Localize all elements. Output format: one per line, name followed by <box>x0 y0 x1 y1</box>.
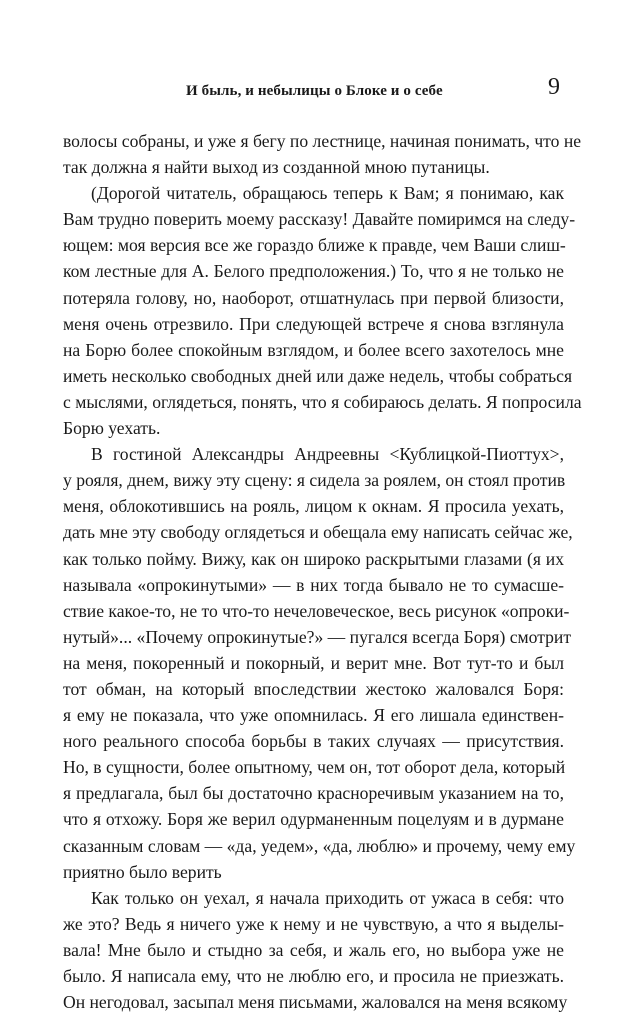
paragraph-3 <box>63 441 576 885</box>
text-line: В гостиной Александры Андреевны <Кублицкой-Пиоттух>, <box>91 444 564 465</box>
text-line: дать мне эту свободу оглядеться и обещала ему написать сейчас же, <box>63 522 573 543</box>
text-line: я ему не показала, что уже опомнилась. Я его лишала единствен- <box>63 705 564 726</box>
text-line: тот обман, на который впоследствии жестоко жаловался Боря: <box>63 678 564 699</box>
text-line: как только пойму. Вижу, как он широко раскрытыми глазами (я их <box>63 548 564 569</box>
text-line: же это? Ведь я ничего уже к нему и не чувствую, а что я выделы- <box>63 913 564 934</box>
paragraph-2 <box>63 180 582 441</box>
text-line: ющем: моя версия все же гораздо ближе к правде, чем Ваши слиш- <box>63 235 566 256</box>
text-line: Вам трудно поверить моему рассказу! Давайте помиримся на следу- <box>63 209 576 230</box>
text-line: вала! Мне было и стыдно за себя, и жаль его, но выбора уже не <box>63 939 564 960</box>
text-line: (Дорогой читатель, обращаюсь теперь к Вам; я понимаю, как <box>91 183 564 204</box>
text-line: иметь несколько свободных дней или даже недель, чтобы собраться <box>63 365 573 386</box>
text-line: меня очень отрезвило. При следующей встрече я снова взглянула <box>63 313 564 334</box>
body-text <box>63 128 582 1015</box>
text-line: Как только он уехал, я начала приходить от ужаса в себя: что <box>91 887 564 908</box>
text-line: на Борю более спокойным взглядом, и более всего захотелось мне <box>63 339 564 360</box>
text-line: называла «опрокинутыми» — в них тогда бывало не то сумасше- <box>63 574 564 595</box>
text-line: было. Я написала ему, что не люблю его, и просила не приезжать. <box>63 966 564 986</box>
text-line: Борю уехать. <box>63 418 161 439</box>
running-title: И быль, и небылицы о Блоке и о себе <box>186 83 443 99</box>
page-number: 9 <box>548 74 560 100</box>
text-line: так должна я найти выход из созданной мною путаницы. <box>63 157 490 178</box>
text-line: приятно было верить <box>63 861 222 882</box>
text-line: потеряла голову, но, наоборот, отшатнулась при первой близости, <box>63 287 564 308</box>
text-line: у рояля, днем, вижу эту сцену: я сидела за роялем, он стоял против <box>63 470 566 491</box>
text-line: ком лестные для А. Белого предположения.) То, что я не только не <box>63 261 564 282</box>
text-line: меня, облокотившись на рояль, лицом к окнам. Я просила уехать, <box>63 496 564 517</box>
text-line: нутый»... «Почему опрокинутые?» — пугался всегда Боря) смотрит <box>63 626 572 647</box>
text-line: Он негодовал, засыпал меня письмами, жаловался на меня всякому <box>63 992 568 1013</box>
paragraph-1 <box>63 128 582 180</box>
text-line: волосы собраны, и уже я бегу по лестнице, начиная понимать, что не <box>63 131 582 151</box>
text-line: с мыслями, оглядеться, понять, что я собираюсь делать. Я попросила <box>63 391 582 412</box>
text-line: на меня, покоренный и покорный, и верит мне. Вот тут-то и был <box>63 652 564 673</box>
text-line: я предлагала, был бы достаточно красноречивым указанием на то, <box>63 783 564 804</box>
text-line: ствие какое-то, не то что-то нечеловеческое, весь рисунок «опроки- <box>63 600 570 621</box>
text-line: что я отхожу. Боря же верил одурманенным поцелуям и в дурмане <box>63 809 564 830</box>
text-line: Но, в сущности, более опытному, чем он, тот оборот дела, который <box>63 757 566 778</box>
text-line: ного реального способа борьбы в таких случаях — присутствия. <box>63 731 564 752</box>
text-line: сказанным словам — «да, уедем», «да, люблю» и прочему, чему ему <box>63 835 576 856</box>
paragraph-4 <box>63 885 568 1015</box>
